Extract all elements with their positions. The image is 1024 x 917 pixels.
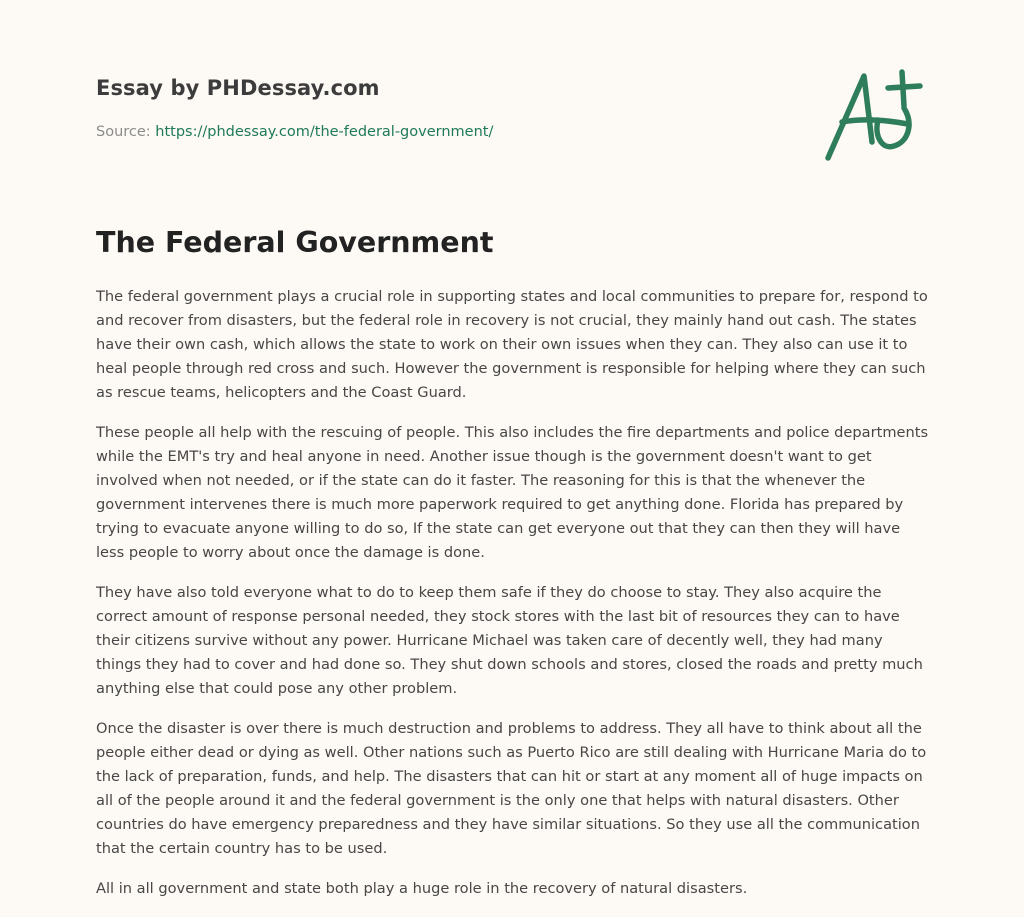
source-link[interactable]: https://phdessay.com/the-federal-government/ [155,124,494,140]
essay-paragraph: They have also told everyone what to do to keep them safe if they do choose to stay. They also acquire the correct amount of response personal needed, they stock stores with the last bit of resources they can to have their citizens survive without any power. Hurricane Michael was taken care of decently well, they had many things they had to cover and had done so. They shut down schools and stores, closed the roads and pretty much anything else that could pose any other problem. [96,584,923,697]
essay-body [96,285,932,917]
a-plus-icon [822,66,926,166]
essay-paragraph: All in all government and state both play a huge role in the recovery of natural disasters. [96,880,748,897]
essay-paragraph: The federal government plays a crucial role in supporting states and local communities to prepare for, respond to and recover from disasters, but the federal role in recovery is not crucial, they mainly hand out cash. The states have their own cash, which allows the state to work on their own issues when they can. They also can use it to heal people through red cross and such. However the government is responsible for helping where they can such as rescue teams, helicopters and the Coast Guard. [96,288,928,401]
source-line [96,124,493,140]
site-title: Essay by PHDessay.com [96,76,380,100]
essay-title: The Federal Government [96,226,494,259]
source-label: Source: [96,124,156,140]
essay-page [96,0,932,897]
essay-paragraph: These people all help with the rescuing of people. This also includes the fire departments and police departments while the EMT's try and heal anyone in need. Another issue though is the government doesn't want to get involved when not needed, or if the state can do it faster. The reasoning for this is that the whenever the government intervenes there is much more paperwork required to get anything done. Florida has prepared by trying to evacuate anyone willing to do so, If the state can get everyone out that they can then they will have less people to worry about once the damage is done. [96,424,929,561]
page-header [96,0,932,200]
essay-paragraph: Once the disaster is over there is much destruction and problems to address. They all have to think about all the people either dead or dying as well. Other nations such as Puerto Rico are still dealing with Hurricane Maria do to the lack of preparation, funds, and help. The disasters that can hit or start at any moment all of huge impacts on all of the people around it and the federal government is the only one that helps with natural disasters. Other countries do have emergency preparedness and they have similar situations. So they use all the communication that the certain country has to be used. [96,720,927,857]
